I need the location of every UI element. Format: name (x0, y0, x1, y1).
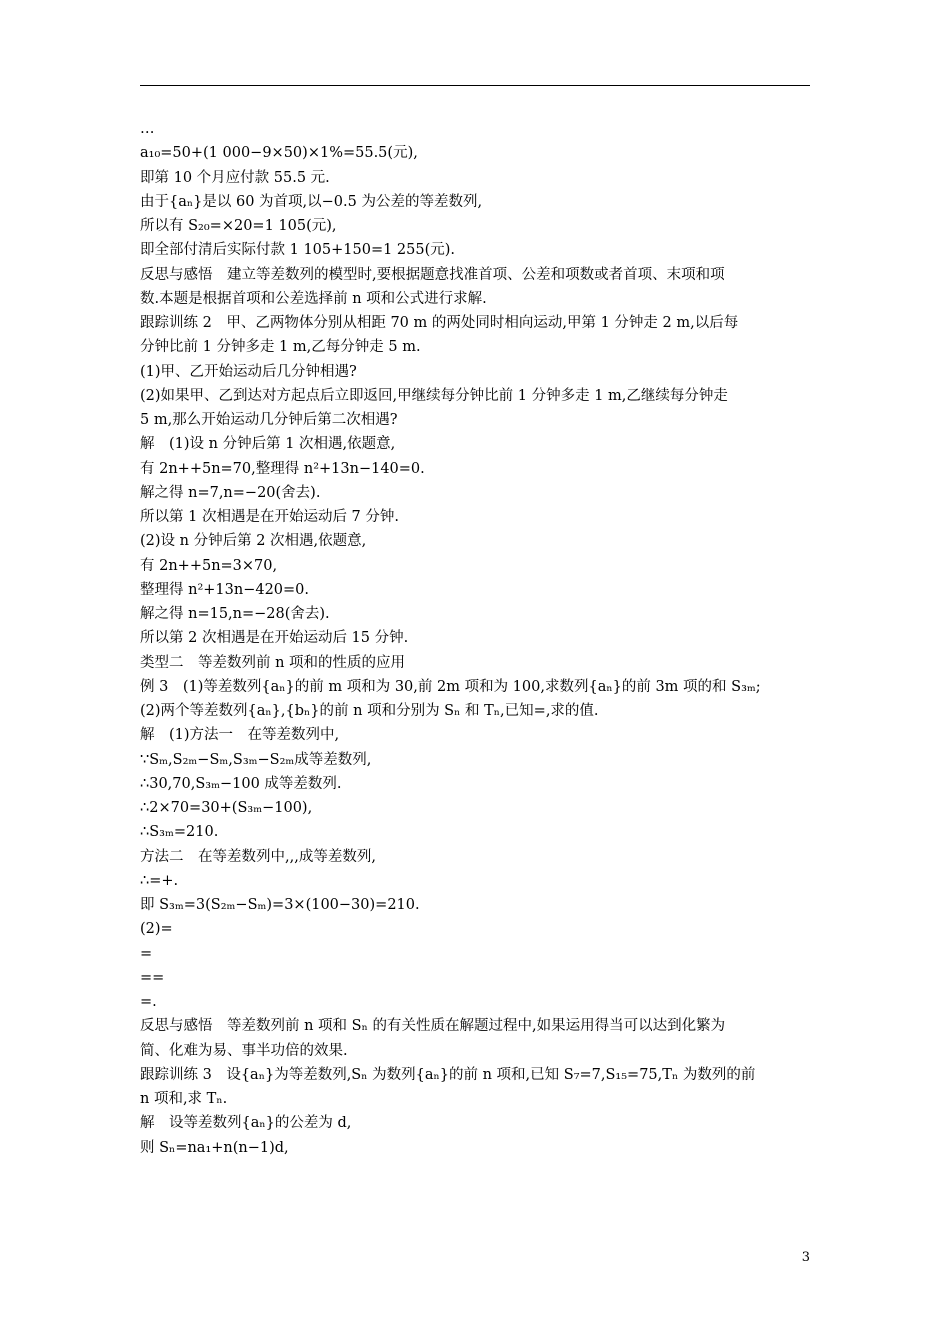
text-line: 即第 10 个月应付款 55.5 元. (140, 169, 330, 186)
text-line: 解 设等差数列{aₙ}的公差为 d, (140, 1115, 352, 1132)
text-line: 解 (1)方法一 在等差数列中, (140, 727, 340, 744)
section-heading: 类型二 等差数列前 n 项和的性质的应用 (140, 654, 406, 671)
text-line: 数.本题是根据首项和公差选择前 n 项和公式进行求解. (140, 290, 487, 307)
text-line: 即 S₃ₘ=3(S₂ₘ−Sₘ)=3×(100−30)=210. (140, 897, 420, 913)
text-line: 整理得 n²+13n−420=0. (140, 581, 310, 598)
text-line: … (140, 121, 155, 137)
text-line: 5 m,那么开始运动几分钟后第二次相遇? (140, 412, 398, 428)
text-line: 反思与感悟 建立等差数列的模型时,要根据题意找准首项、公差和项数或者首项、末项和项 (140, 266, 725, 283)
text-line: 解 (1)设 n 分钟后第 1 次相遇,依题意, (140, 436, 396, 453)
text-line: ∵Sₘ,S₂ₘ−Sₘ,S₃ₘ−S₂ₘ成等差数列, (140, 751, 372, 768)
text-line: == (140, 969, 165, 986)
text-line: 有 2n++5n=3×70, (140, 557, 278, 574)
text-line: ∴=+. (140, 872, 179, 889)
text-line: (2)两个等差数列{aₙ},{bₙ}的前 n 项和分别为 Sₙ 和 Tₙ,已知=,求的值. (140, 703, 599, 719)
text-line: 有 2n++5n=70,整理得 n²+13n−140=0. (140, 460, 425, 477)
text-line: 所以有 S₂₀=×20=1 105(元), (140, 218, 337, 234)
text-line: 则 Sₙ=na₁+n(n−1)d, (140, 1139, 289, 1156)
document-body (140, 117, 812, 1160)
text-line: 由于{aₙ}是以 60 为首项,以−0.5 为公差的等差数列, (140, 193, 483, 210)
text-line: n 项和,求 Tₙ. (140, 1091, 228, 1107)
text-line: = (140, 945, 153, 962)
text-line: 即全部付清后实际付款 1 105+150=1 255(元). (140, 242, 456, 259)
text-line: ∴S₃ₘ=210. (140, 824, 219, 841)
header-rule (140, 85, 810, 86)
text-line: 跟踪训练 2 甲、乙两物体分别从相距 70 m 的两处同时相向运动,甲第 1 分钟走 2 m,以后每 (140, 315, 739, 331)
text-line: ∴30,70,S₃ₘ−100 成等差数列. (140, 775, 342, 792)
text-line: (2)如果甲、乙到达对方起点后立即返回,甲继续每分钟比前 1 分钟多走 1 m,乙继续每分钟走 (140, 387, 728, 404)
page-number: 3 (801, 1250, 810, 1265)
text-line: 简、化难为易、事半功倍的效果. (140, 1042, 348, 1059)
text-line: =. (140, 994, 157, 1010)
text-line: (2)= (140, 921, 173, 938)
text-line: 解之得 n=7,n=−20(舍去). (140, 484, 321, 501)
text-line: a₁₀=50+(1 000−9×50)×1%=55.5(元), (140, 145, 418, 162)
text-line: 例 3 (1)等差数列{aₙ}的前 m 项和为 30,前 2m 项和为 100,求数列{aₙ}的前 3m 项的和 S₃ₘ; (140, 678, 761, 695)
text-line: 所以第 2 次相遇是在开始运动后 15 分钟. (140, 630, 409, 647)
text-line: 分钟比前 1 分钟多走 1 m,乙每分钟走 5 m. (140, 339, 421, 356)
text-line: 解之得 n=15,n=−28(舍去). (140, 606, 330, 622)
text-line: ∴2×70=30+(S₃ₘ−100), (140, 800, 313, 816)
text-line: 反思与感悟 等差数列前 n 项和 Sₙ 的有关性质在解题过程中,如果运用得当可以达到化繁为 (140, 1018, 726, 1035)
text-line: 方法二 在等差数列中,,,成等差数列, (140, 848, 376, 865)
text-line: 跟踪训练 3 设{aₙ}为等差数列,Sₙ 为数列{aₙ}的前 n 项和,已知 S₇=7,S₁₅=75,Tₙ 为数列的前 (140, 1066, 756, 1083)
text-line: (1)甲、乙开始运动后几分钟相遇? (140, 363, 357, 380)
text-line: (2)设 n 分钟后第 2 次相遇,依题意, (140, 533, 367, 550)
text-line: 所以第 1 次相遇是在开始运动后 7 分钟. (140, 509, 399, 525)
